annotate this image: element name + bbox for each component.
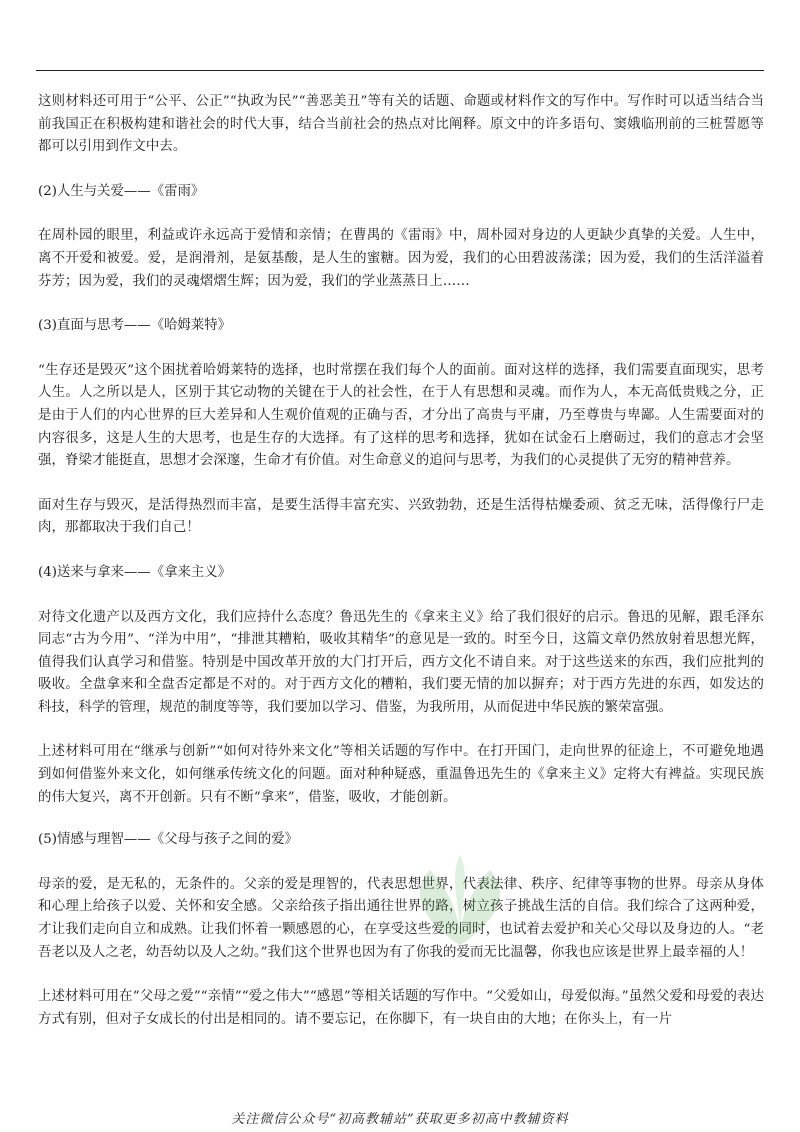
paragraph: 上述材料可用在“父母之爱”“亲情”“爱之伟大”“感恩”等相关话题的写作中。“父爱如山，母爱似海。”虽然父爱和母爱的表达方式有别，但对子女成长的付出是相同的。请不要忘记，在你脚下，有一块自由的大地；在你头上，有一片 <box>38 989 764 1027</box>
section-heading: (3)直面与思考——《哈姆莱特》 <box>38 318 232 334</box>
page-footer: 关注微信公众号“初高教辅站”获取更多初高中教辅资料 <box>231 1112 569 1127</box>
paragraph: 对待文化遗产以及西方文化，我们应持什么态度？鲁迅先生的《拿来主义》给了我们很好的启示。鲁迅的见解，跟毛泽东同志“古为今用”、“洋为中用”，“排泄其糟粕，吸收其精华”的意见是一致的。时至今日，这篇文章仍然放射着思想光辉，值得我们认真学习和借鉴。特别是中国改革开放的大门打开后，西方文化不请自来。对于这些送来的东西，我们应批判的吸收。全盘拿来和全盘否定都是不对的。对于西方文化的糟粕，我们要无情的加以摒弃；对于西方先进的东西，如发达的科技，科学的管理，规范的制度等等，我们要加以学习、借鉴，为我所用，从而促进中华民族的繁荣富强。 <box>38 609 764 715</box>
paragraph: 在周朴园的眼里，利益或许永远高于爱情和亲情；在曹禺的《雷雨》中，周朴园对身边的人更缺少真挚的关爱。人生中，离不开爱和被爱。爱，是润滑剂，是氨基酸，是人生的蜜糖。因为爱，我们的心田碧波荡漾；因为爱，我们的生活洋溢着芬芳；因为爱，我们的灵魂熠熠生辉；因为爱，我们的学业蒸蒸日上…… <box>38 228 764 289</box>
header-rule <box>36 70 764 71</box>
watermark-logo-icon <box>400 850 520 950</box>
section-heading: (4)送来与拿来——《拿来主义》 <box>38 564 232 580</box>
paragraph: 母亲的爱，是无私的，无条件的。父亲的爱是理智的，代表思想世界，代表法律、秩序、纪律等事物的世界。母亲从身体和心理上给孩子以爱、关怀和安全感。父亲给孩子指出通往世界的路，树立孩子挑战生活的自信。我们综合了这两种爱，才让我们走向自立和成熟。让我们怀着一颗感恩的心，在享受这些爱的同时，也试着去爱护和关心父母以及身边的人。“老吾老以及人之老，幼吾幼以及人之幼。”我们这个世界也因为有了你我的爱而无比温馨，你我也应该是世界上最幸福的人！ <box>38 876 764 960</box>
section-heading: (2)人生与关爱——《雷雨》 <box>38 183 205 199</box>
paragraph: “生存还是毁灭”这个困扰着哈姆莱特的选择，也时常摆在我们每个人的面前。面对这样的选择，我们需要直面现实，思考人生。人之所以是人，区别于其它动物的关键在于人的社会性，在于人有思想和灵魂。而作为人，本无高低贵贱之分，正是由于人们的内心世界的巨大差异和人生观价值观的正确与否，才分出了高贵与平庸，乃至尊贵与卑鄙。人生需要面对的内容很多，这是人生的大思考，也是生存的大选择。有了这样的思考和选择，犹如在试金石上磨砺过，我们的意志才会坚强，脊梁才能挺直，思想才会深邃，生命才有价值。对生命意义的追问与思考，为我们的心灵提供了无穷的精神营养。 <box>38 362 764 469</box>
section-heading: (5)情感与理智——《父母与孩子之间的爱》 <box>38 832 298 848</box>
paragraph: 面对生存与毁灭，是活得热烈而丰富，是要生活得丰富充实、兴致勃勃，还是生活得枯燥委顽、贫乏无味，活得像行尸走肉，那都取决于我们自己！ <box>38 497 764 536</box>
paragraph: 上述材料可用在“继承与创新”“如何对待外来文化”等相关话题的写作中。在打开国门，走向世界的征途上，不可避免地遇到如何借鉴外来文化，如何继承传统文化的问题。面对种种疑惑，重温鲁迅先生的《拿来主义》定将大有裨益。实现民族的伟大复兴，离不开创新。只有不断“拿来”，借鉴，吸收，才能创新。 <box>38 744 764 805</box>
paragraph: 这则材料还可用于“公平、公正”“执政为民”“善恶美丑”等有关的话题、命题或材料作文的写作中。写作时可以适当结合当前我国正在积极构建和谐社会的时代大事，结合当前社会的热点对比阐释。原文中的许多语句、窦娥临刑前的三桩誓愿等都可以引用到作文中去。 <box>38 94 764 155</box>
